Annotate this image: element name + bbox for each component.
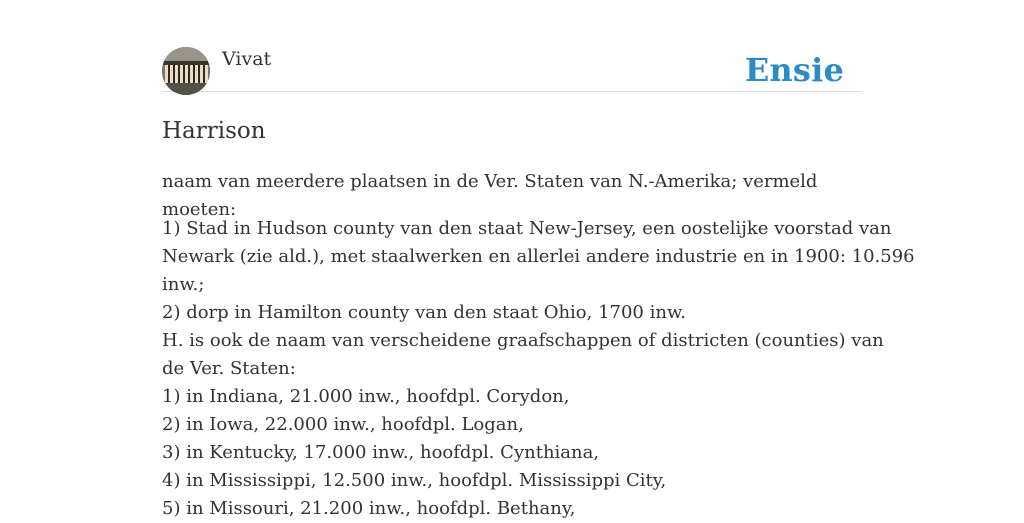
body-line: de Ver. Staten: bbox=[162, 358, 296, 379]
body-line: 4) in Mississippi, 12.500 inw., hoofdpl. Mississippi City, bbox=[162, 470, 667, 491]
body-line: 3) in Kentucky, 17.000 inw., hoofdpl. Cynthiana, bbox=[162, 442, 600, 463]
page-container bbox=[162, 0, 915, 519]
body-line: 1) in Indiana, 21.000 inw., hoofdpl. Corydon, bbox=[162, 386, 570, 407]
body-line: 2) in Iowa, 22.000 inw., hoofdpl. Logan, bbox=[162, 414, 524, 435]
article-intro: naam van meerdere plaatsen in de Ver. Staten van N.-Amerika; vermeld moeten: bbox=[162, 171, 818, 220]
body-line: 2) dorp in Hamilton county van den staat Ohio, 1700 inw. bbox=[162, 302, 686, 323]
author-name-link[interactable]: Vivat bbox=[222, 48, 272, 70]
article-body bbox=[162, 215, 915, 523]
avatar-image bbox=[162, 47, 210, 95]
body-line: inw.; bbox=[162, 274, 205, 295]
body-line: H. is ook de naam van verscheidene graafschappen of districten (counties) van bbox=[162, 330, 884, 351]
body-line: 5) in Missouri, 21.200 inw., hoofdpl. Bethany, bbox=[162, 498, 576, 519]
brand-logo-link[interactable]: Ensie bbox=[744, 51, 844, 89]
article-title: Harrison bbox=[162, 118, 266, 144]
body-line: 1) Stad in Hudson county van den staat New-Jersey, een oostelijke voorstad van bbox=[162, 218, 892, 239]
header bbox=[162, 0, 862, 92]
body-line: Newark (zie ald.), met staalwerken en allerlei andere industrie en in 1900: 10.596 bbox=[162, 246, 915, 267]
author-avatar[interactable] bbox=[162, 47, 210, 95]
